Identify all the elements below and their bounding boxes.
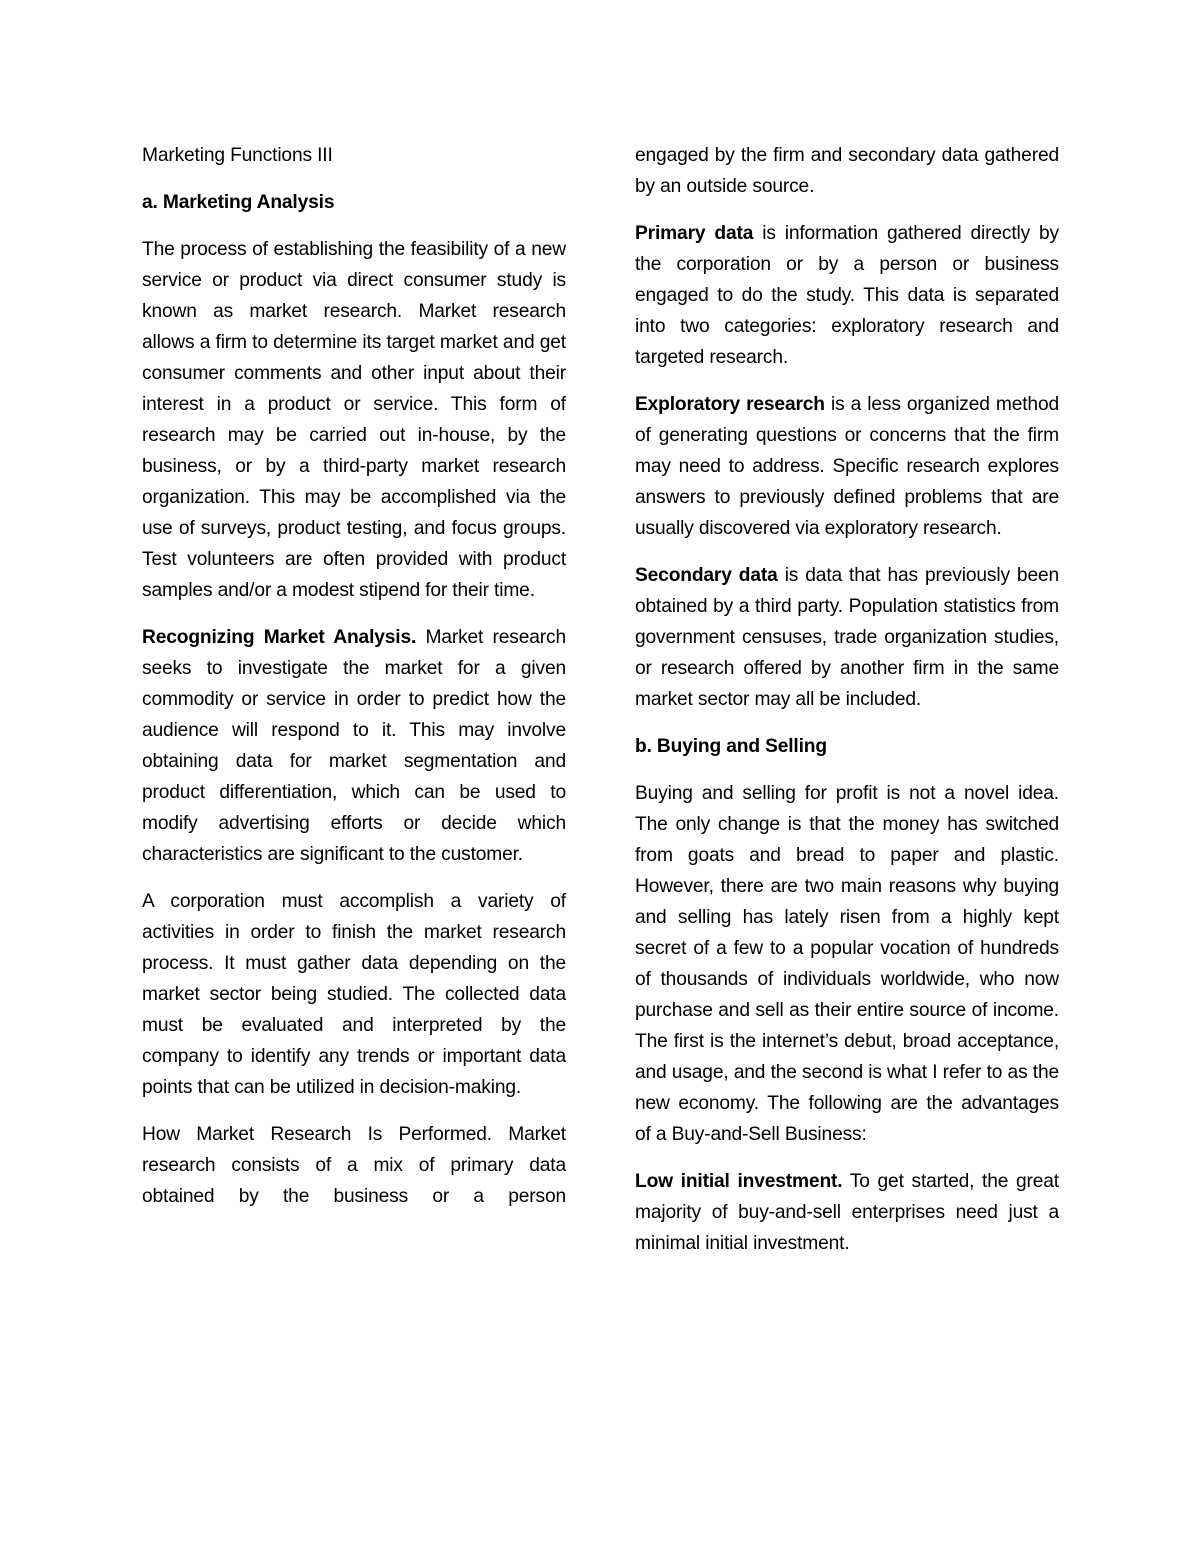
paragraph-body: is a less organized method of generating questions or concerns that the firm may need to address. Specific research explores answers to previously defined problems that are usually discovered via exploratory research.	[635, 394, 1059, 539]
paragraph-recognizing-market-analysis	[142, 622, 566, 870]
paragraph-how-research-performed: How Market Research Is Performed. Market research consists of a mix of primary data obtained by the business or a person	[142, 1124, 566, 1207]
paragraph-market-research-intro: The process of establishing the feasibility of a new service or product via direct consumer study is known as market research. Market research allows a firm to determine its target market and get consumer comments and other input about their interest in a product or service. This form of research may be carried out in-house, by the business, or by a third-party market research organization. This may be accomplished via the use of surveys, product testing, and focus groups. Test volunteers are often provided with product samples and/or a modest stipend for their time.	[142, 239, 566, 601]
section-b-heading: b. Buying and Selling	[635, 736, 827, 757]
paragraph-secondary-data	[635, 560, 1059, 715]
paragraph-lead: Secondary data	[635, 565, 778, 586]
paragraph-lead: Recognizing Market Analysis.	[142, 627, 417, 648]
paragraph-lead: Exploratory research	[635, 394, 825, 415]
paragraph-body: is information gathered directly by the corporation or by a person or business engaged to do the study. This data is separated into two categories: exploratory research and targeted research.	[635, 223, 1059, 368]
paragraph-research-process: A corporation must accomplish a variety of activities in order to finish the market research process. It must gather data depending on the market sector being studied. The collected data must be evaluated and interpreted by the company to identify any trends or important data points that can be utilized in decision-making.	[142, 891, 566, 1098]
document-title: Marketing Functions III	[142, 145, 333, 166]
right-column	[635, 140, 1059, 1275]
paragraph-primary-data	[635, 218, 1059, 373]
paragraph-how-research-performed-continued: engaged by the firm and secondary data gathered by an outside source.	[635, 145, 1059, 197]
left-column	[142, 140, 566, 1228]
paragraph-body: is data that has previously been obtained by a third party. Population statistics from government censuses, trade organization studies, or research offered by another firm in the same market sector may all be included.	[635, 565, 1060, 710]
paragraph-lead: Low initial investment.	[635, 1171, 843, 1192]
paragraph-body: Market research seeks to investigate the market for a given commodity or service in order to predict how the audience will respond to it. This may involve obtaining data for market segmentation and product differentiation, which can be used to modify advertising efforts or decide which characteristics are significant to the customer.	[142, 627, 566, 865]
paragraph-buying-selling: Buying and selling for profit is not a novel idea. The only change is that the money has switched from goats and bread to paper and plastic. However, there are two main reasons why buying and selling has lately risen from a highly kept secret of a few to a popular vocation of hundreds of thousands of individuals worldwide, who now purchase and sell as their entire source of income. The first is the internet’s debut, broad acceptance, and usage, and the second is what I refer to as the new economy. The following are the advantages of a Buy-and-Sell Business:	[635, 783, 1059, 1145]
paragraph-body: To get started, the great majority of buy-and-sell enterprises need just a minimal initial investment.	[635, 1171, 1059, 1254]
paragraph-low-initial-investment	[635, 1166, 1059, 1259]
paragraph-lead: Primary data	[635, 223, 754, 244]
paragraph-exploratory-research	[635, 389, 1059, 544]
section-a-heading: a. Marketing Analysis	[142, 192, 335, 213]
